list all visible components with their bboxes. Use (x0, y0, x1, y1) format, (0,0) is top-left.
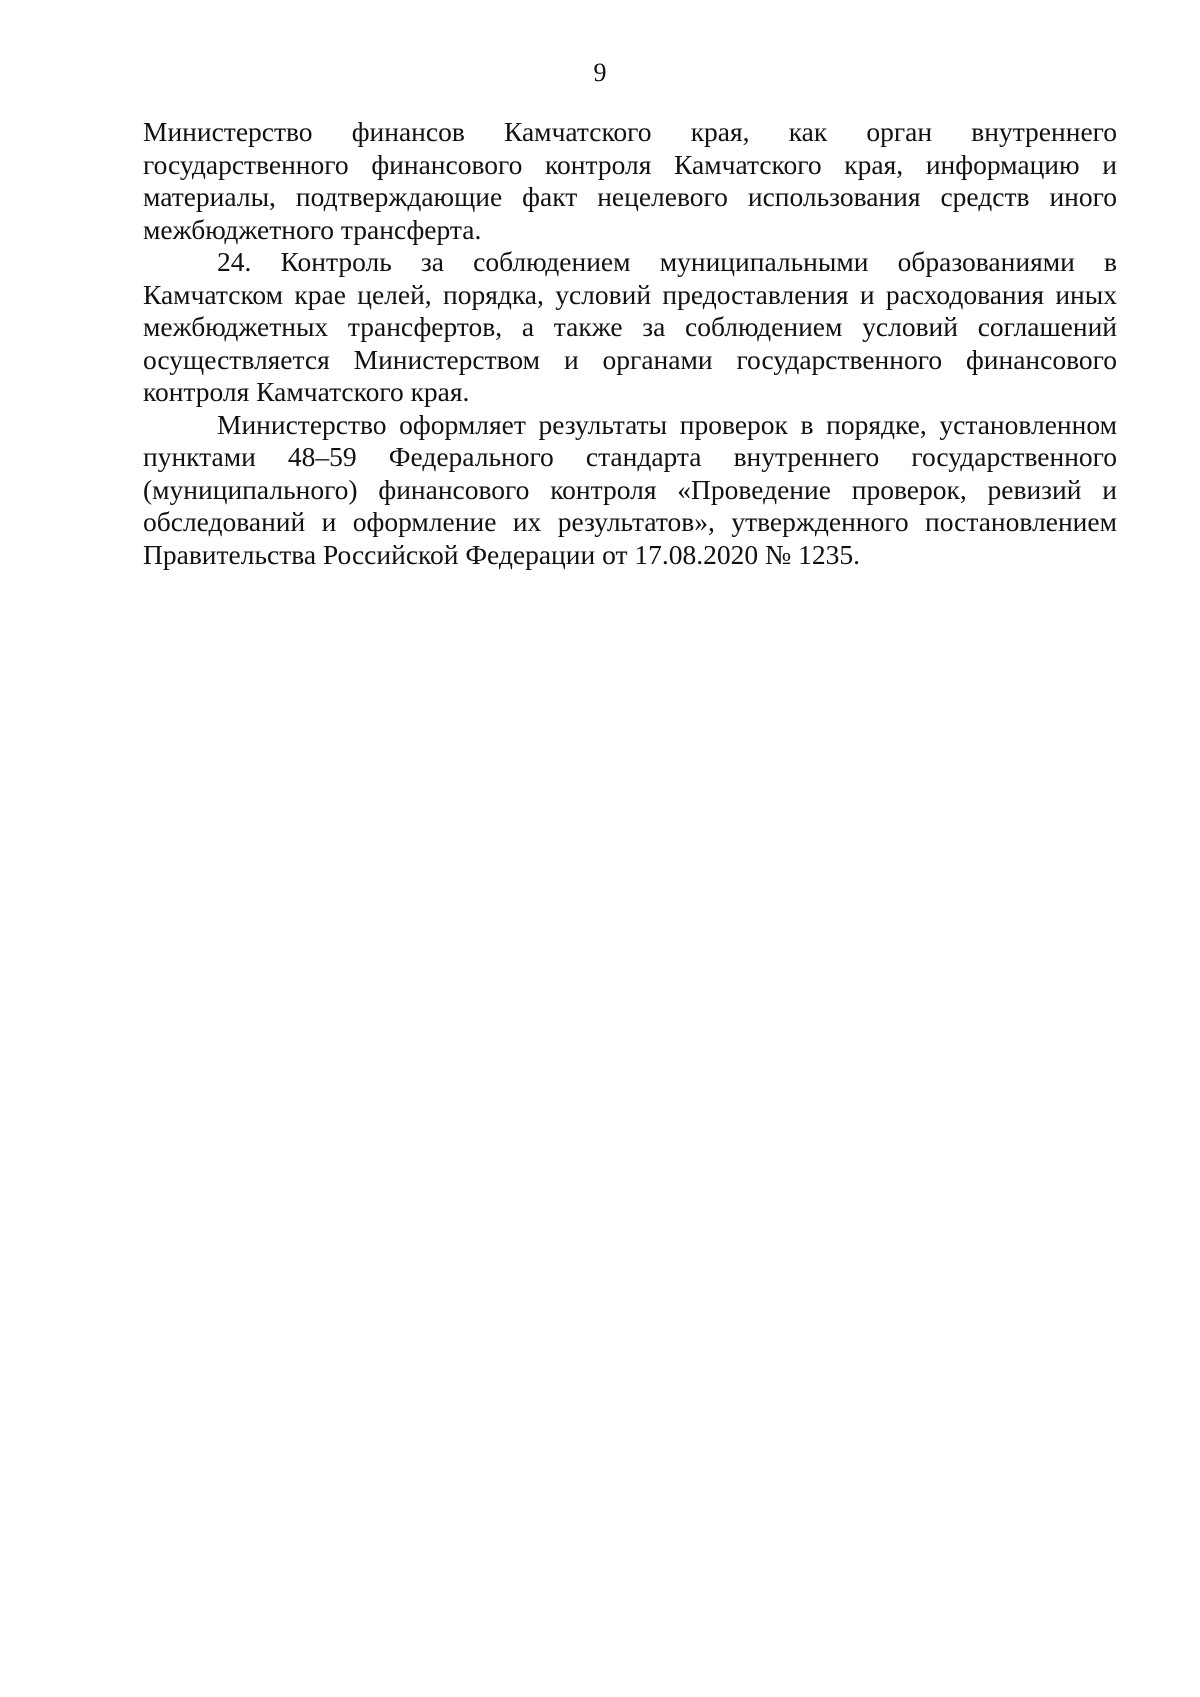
paragraph-24: 24. Контроль за соблюдением муниципальными образованиями в Камчатском крае целей, порядка, условий предоставления и расходования иных межбюджетных трансфертов, а также за соблюдением условий соглашений осуществляется Министерством и органами государственного финансового контроля Камчатского края. (143, 246, 1117, 407)
document-body (143, 116, 1117, 571)
page-number: 9 (593, 58, 607, 87)
paragraph-inspection-results: Министерство оформляет результаты проверок в порядке, установленном пунктами 48–59 Федерального стандарта внутреннего государственного (муниципального) финансового контроля «Проведение проверок, ревизий и обследований и оформление их результатов», утвержденного постановлением Правительства Российской Федерации от 17.08.2020 № 1235. (143, 408, 1117, 570)
paragraph-continuation: Министерство финансов Камчатского края, как орган внутреннего государственного финансового контроля Камчатского края, информацию и материалы, подтверждающие факт нецелевого использования средств иного межбюджетного трансферта. (143, 116, 1117, 245)
